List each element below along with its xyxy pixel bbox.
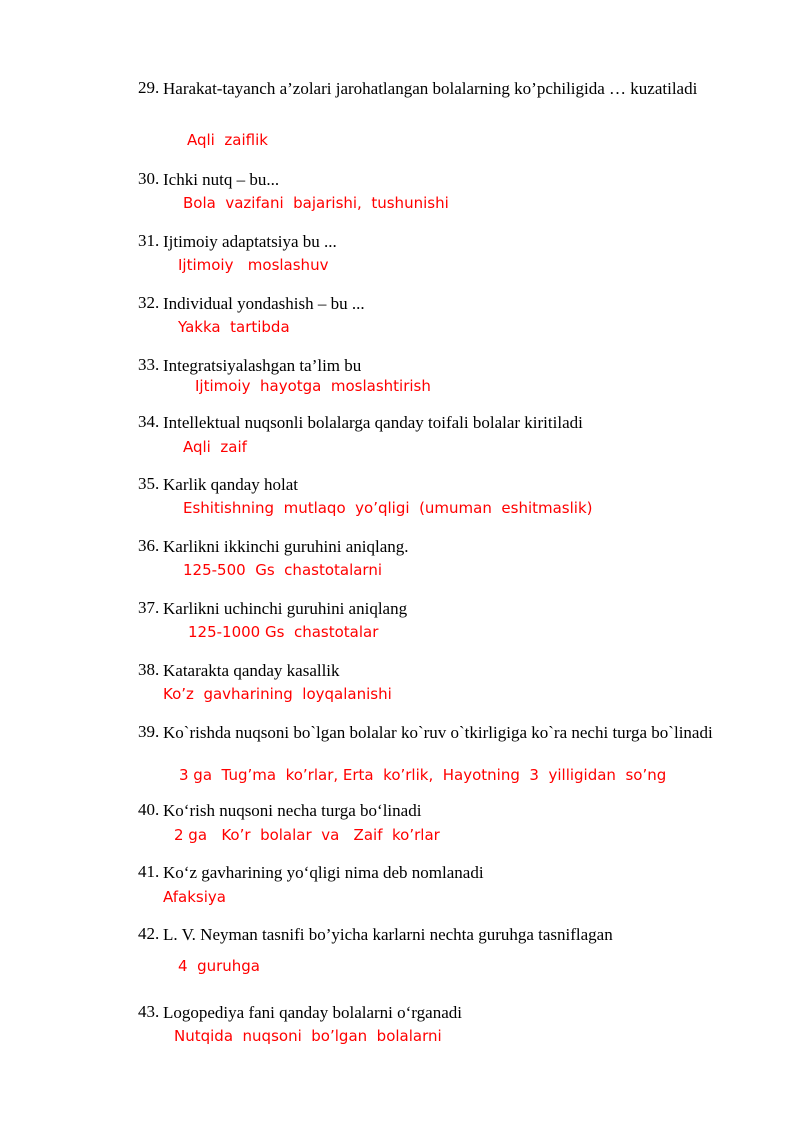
question-number: 43. — [138, 1002, 160, 1021]
answer-text: Ijtimoiy moslashuv — [178, 256, 329, 274]
answer-text: 125-500 Gs chastotalarni — [183, 561, 383, 579]
answer-text: Bola vazifani bajarishi, tushunishi — [183, 194, 449, 212]
question-number: 32. — [138, 293, 160, 312]
question-text: Karlikni uchinchi guruhini aniqlang — [163, 599, 408, 618]
question-number: 36. — [138, 536, 160, 555]
question-text: Harakat-tayanch a’zolari jarohatlangan bolalarning ko’pchiligida … kuzatiladi — [163, 79, 698, 98]
question-number: 38. — [138, 660, 160, 679]
question-text: L. V. Neyman tasnifi bo’yicha karlarni nechta guruhga tasniflagan — [163, 925, 613, 944]
question-number: 39. — [138, 722, 160, 741]
answer-text: Aqli zaif — [183, 438, 247, 456]
answer-text: Ijtimoiy hayotga moslashtirish — [195, 377, 431, 395]
question-text: Ichki nutq – bu... — [163, 170, 280, 189]
question-text: Intellektual nuqsonli bolalarga qanday toifali bolalar kiritiladi — [163, 413, 583, 432]
question-text: Logopediya fani qanday bolalarni o‘rganadi — [163, 1003, 462, 1022]
answer-text: Yakka tartibda — [178, 318, 290, 336]
answer-text: 3 ga Tug’ma ko’rlar, Erta ko’rlik, Hayotning 3 yilligidan so’ng — [179, 766, 667, 784]
question-number: 37. — [138, 598, 160, 617]
answer-text: Nutqida nuqsoni bo’lgan bolalarni — [174, 1027, 442, 1045]
answer-text: Afaksiya — [163, 888, 226, 906]
question-text: Ko`rishda nuqsoni bo`lgan bolalar ko`ruv o`tkirligiga ko`ra nechi turga bo`linadi — [163, 723, 713, 742]
question-text: Ko‘rish nuqsoni necha turga bo‘linadi — [163, 801, 422, 820]
question-text: Ijtimoiy adaptatsiya bu ... — [163, 232, 337, 251]
question-number: 40. — [138, 800, 160, 819]
question-text: Ko‘z gavharining yo‘qligi nima deb nomlanadi — [163, 863, 484, 882]
question-text: Integratsiyalashgan ta’lim bu — [163, 356, 362, 375]
answer-text: Eshitishning mutlaqo yo’qligi (umuman eshitmaslik) — [183, 499, 593, 517]
answer-text: 4 guruhga — [178, 957, 261, 975]
answer-text: 2 ga Ko’r bolalar va Zaif ko’rlar — [174, 826, 440, 844]
question-number: 30. — [138, 169, 160, 188]
question-number: 42. — [138, 924, 160, 943]
answer-text: Ko’z gavharining loyqalanishi — [163, 685, 392, 703]
question-text: Katarakta qanday kasallik — [163, 661, 340, 680]
question-number: 34. — [138, 412, 160, 431]
answer-text: Aqli zaiflik — [187, 131, 268, 149]
question-number: 33. — [138, 355, 160, 374]
question-text: Karlik qanday holat — [163, 475, 299, 494]
answer-text: 125-1000 Gs chastotalar — [188, 623, 379, 641]
question-text: Individual yondashish – bu ... — [163, 294, 365, 313]
question-number: 31. — [138, 231, 160, 250]
question-number: 29. — [138, 78, 160, 97]
question-number: 41. — [138, 862, 160, 881]
question-number: 35. — [138, 474, 160, 493]
question-text: Karlikni ikkinchi guruhini aniqlang. — [163, 537, 409, 556]
